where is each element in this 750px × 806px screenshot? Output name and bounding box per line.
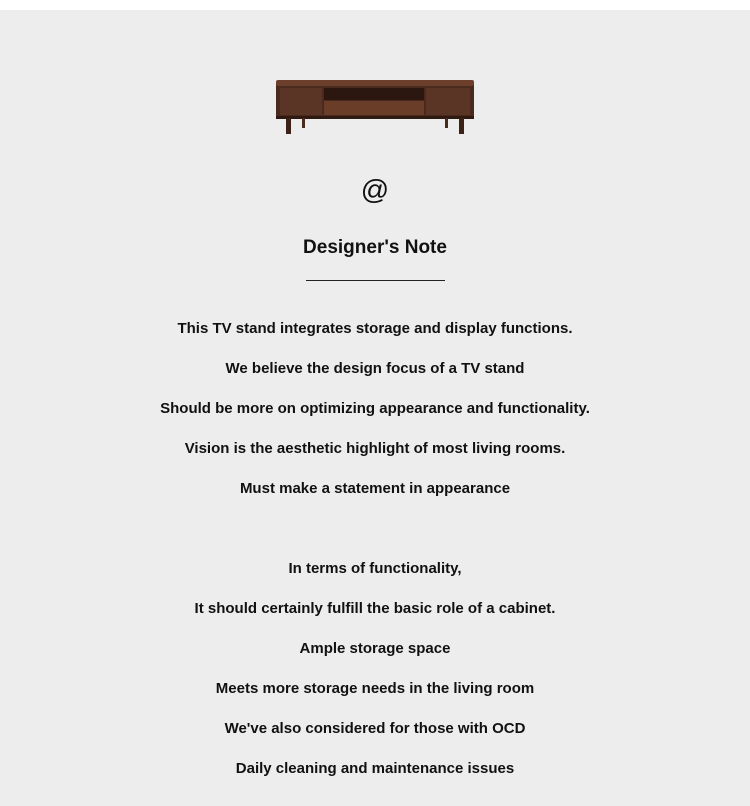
note-line: We believe the design focus of a TV stand <box>225 360 525 377</box>
note-line: This TV stand integrates storage and display functions. <box>177 320 573 337</box>
note-line: Should be more on optimizing appearance and functionality. <box>160 400 590 417</box>
tv-stand-image <box>272 70 478 136</box>
note-line: We've also considered for those with OCD <box>224 720 526 737</box>
note-line: Daily cleaning and maintenance issues <box>235 760 515 777</box>
note-line: In terms of functionality, <box>288 560 462 577</box>
note-line: Ample storage space <box>299 640 451 657</box>
note-line: Must make a statement in appearance <box>239 480 511 497</box>
page-title: Designer's Note <box>303 237 447 258</box>
note-line: It should certainly fulfill the basic role of a cabinet. <box>194 600 556 617</box>
designer-note-panel <box>0 10 750 806</box>
title-divider <box>306 280 445 281</box>
note-line: Meets more storage needs in the living room <box>215 680 535 697</box>
at-symbol-icon: @ <box>360 174 390 205</box>
note-line: Vision is the aesthetic highlight of most living rooms. <box>184 440 566 457</box>
